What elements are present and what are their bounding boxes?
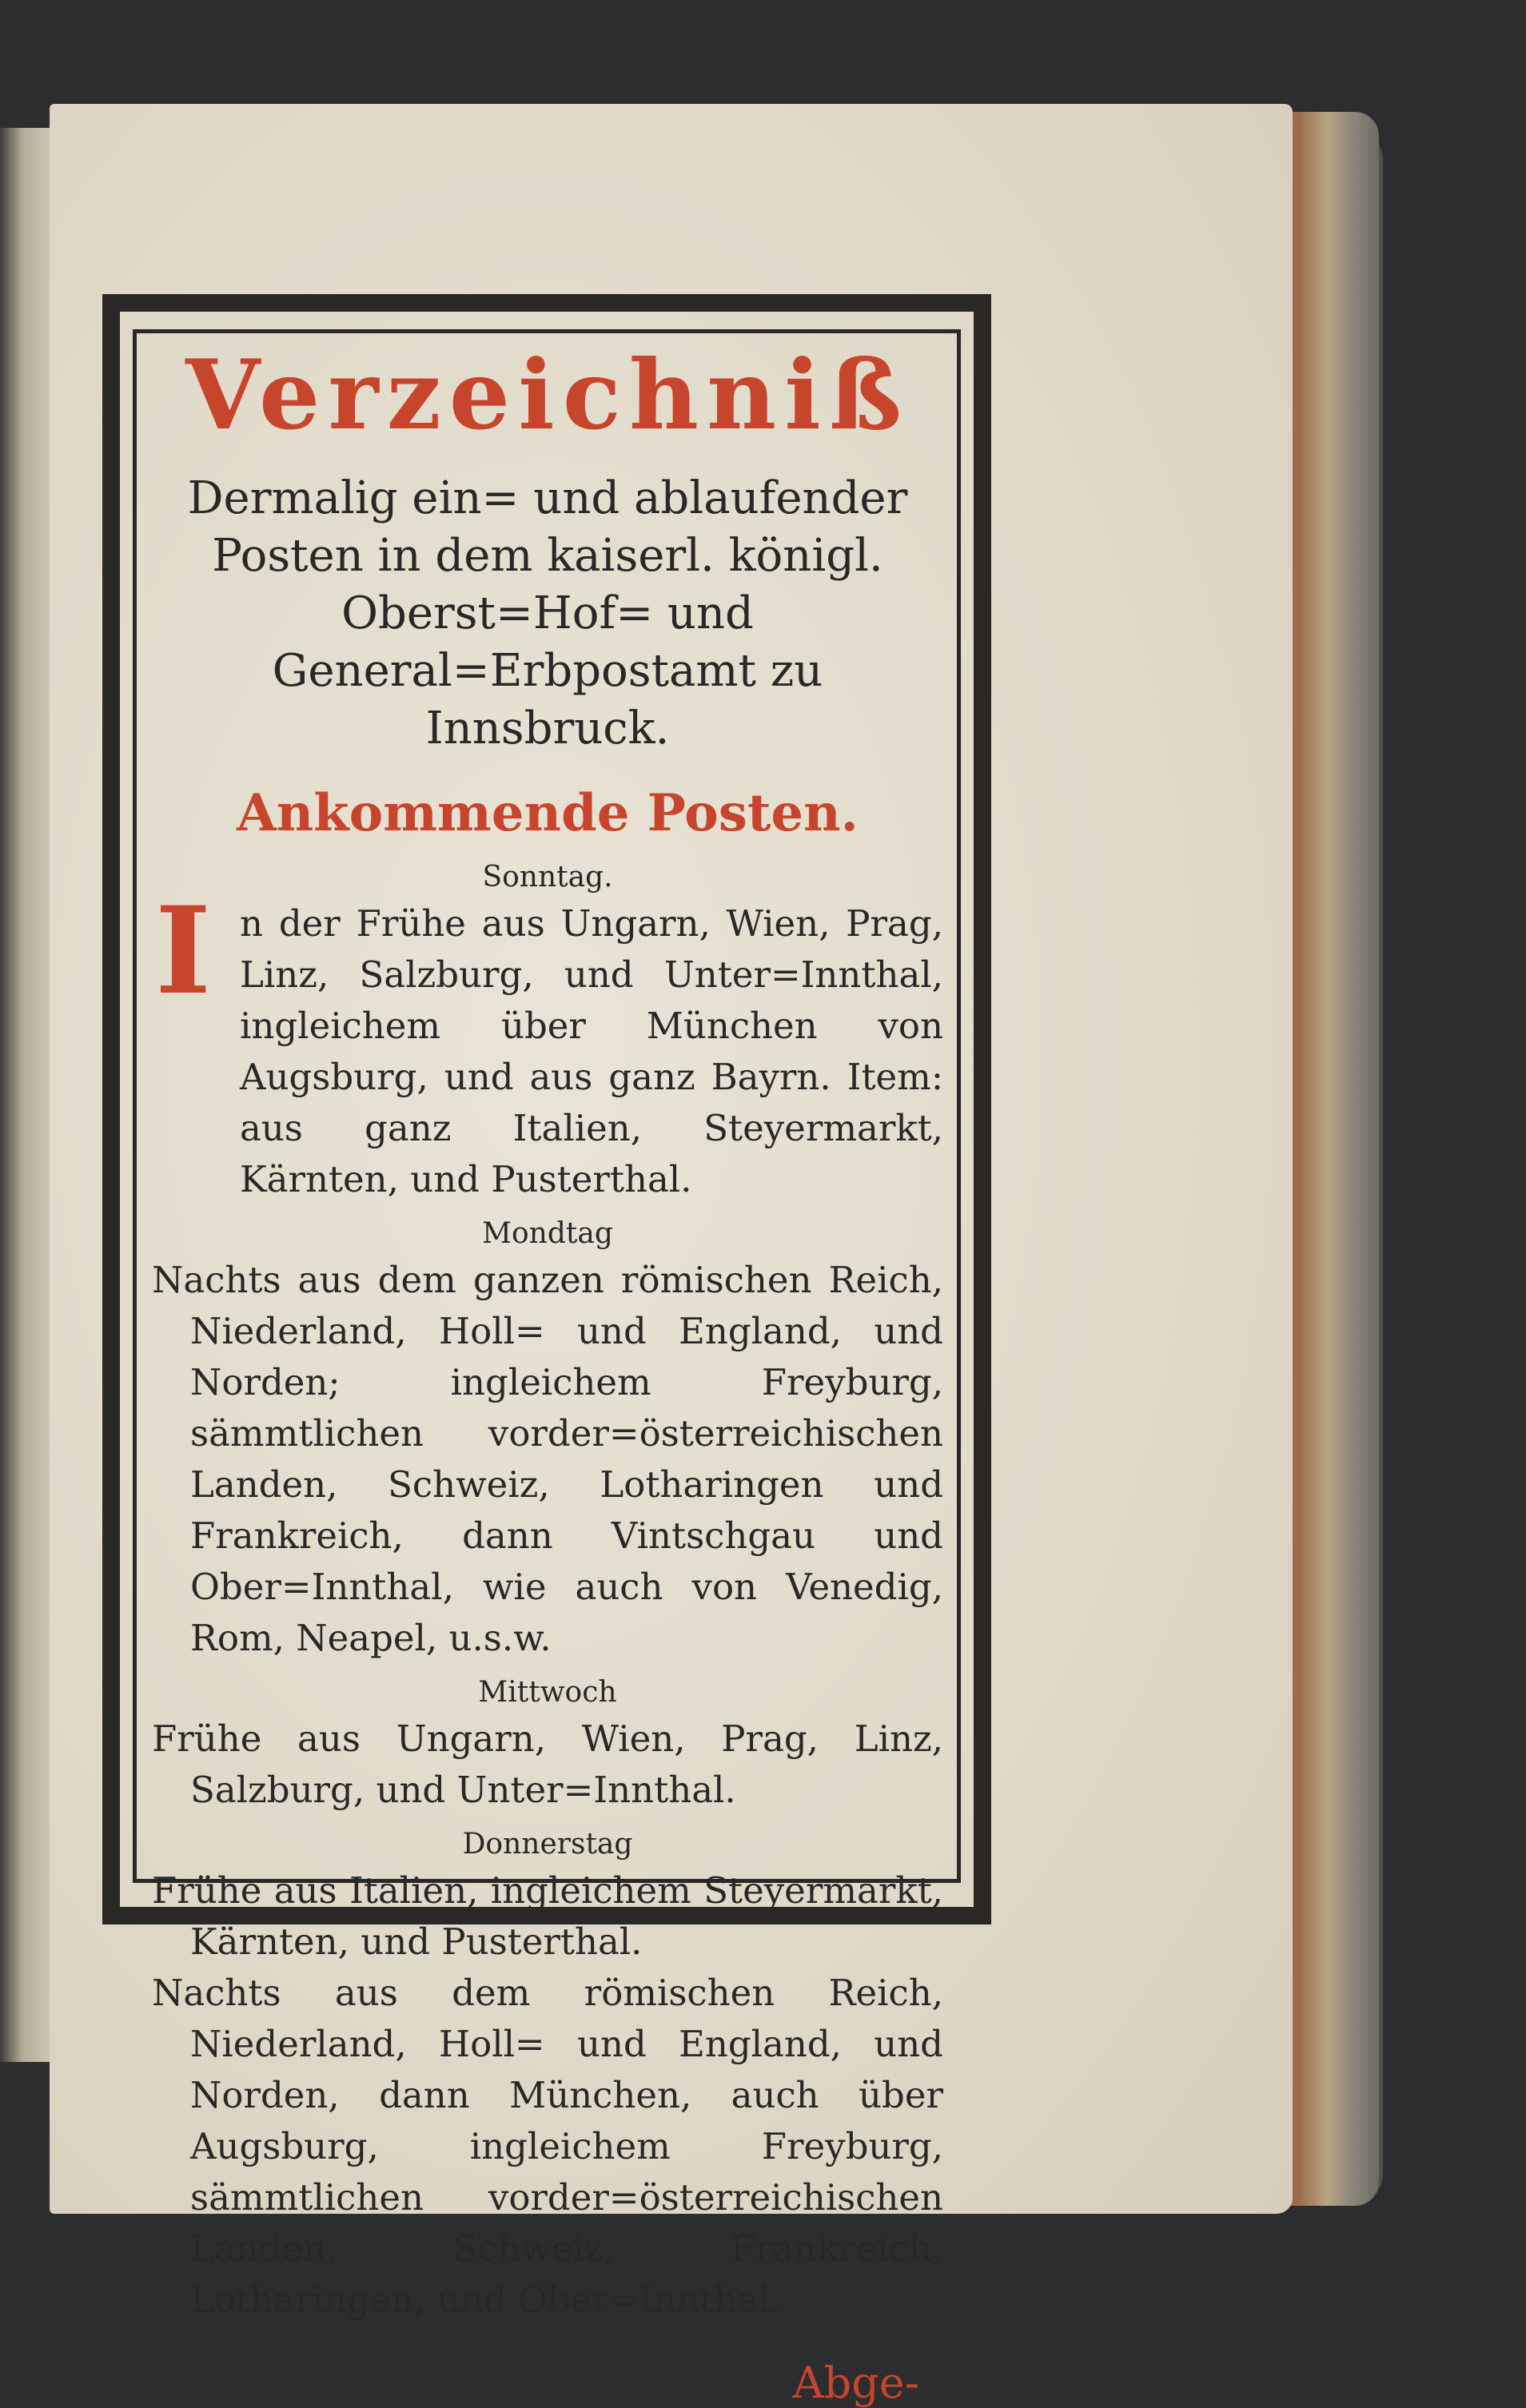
- entry-donnerstag-1: Frühe aus Italien, ingleichem Steyermarkt, Kärnten, und Pusterthal.: [152, 1869, 943, 1963]
- day-heading-donnerstag: Donnerstag: [462, 1828, 633, 1861]
- page-content: [152, 336, 943, 2408]
- page-title: Verzeichniß: [185, 339, 910, 452]
- entry-mittwoch: Frühe aus Ungarn, Wien, Prag, Linz, Salzburg, und Unter=Innthal.: [152, 1717, 943, 1811]
- section-heading: Ankommende Posten.: [237, 783, 859, 843]
- entry-text: n der Frühe aus Ungarn, Wien, Prag, Linz, Salzburg, und Unter=Innthal, ingleichem über München von Augsburg, und aus ganz Bayrn. Item: aus ganz Italien, Steyermarkt, Kärnten, und Pusterthal.: [240, 902, 943, 1200]
- day-heading-mittwoch: Mittwoch: [478, 1676, 617, 1709]
- catchword: Abge-: [792, 2358, 919, 2408]
- day-heading-sonntag: Sonntag.: [482, 861, 613, 894]
- entry-sonntag: [152, 881, 943, 1205]
- entry-donnerstag-2: Nachts aus dem römischen Reich, Niederland, Holl= und England, und Norden, dann München, auch über Augsburg, ingleichem Freyburg, sämmtlichen vorder=österreichischen Landen, Schweiz, Frankreich, Lotharingen, und Ober=Innthal.: [152, 1972, 943, 2321]
- day-heading-mondtag: Mondtag: [482, 1217, 613, 1250]
- page-subtitle: Dermalig ein= und ablaufender Posten in dem kaiserl. königl. Oberst=Hof= und General=Erbpostamt zu Innsbruck.: [187, 472, 908, 754]
- facing-page-edge: [0, 128, 56, 2062]
- drop-cap: I: [155, 881, 212, 1021]
- entry-mondtag: Nachts aus dem ganzen römischen Reich, Niederland, Holl= und England, und Norden; ingleichem Freyburg, sämmtlichen vorder=österreichischen Landen, Schweiz, Lotharingen und Frankreich, dann Vintschgau und Ober=Innthal, wie auch von Venedig, Rom, Neapel, u.s.w.: [152, 1259, 943, 1659]
